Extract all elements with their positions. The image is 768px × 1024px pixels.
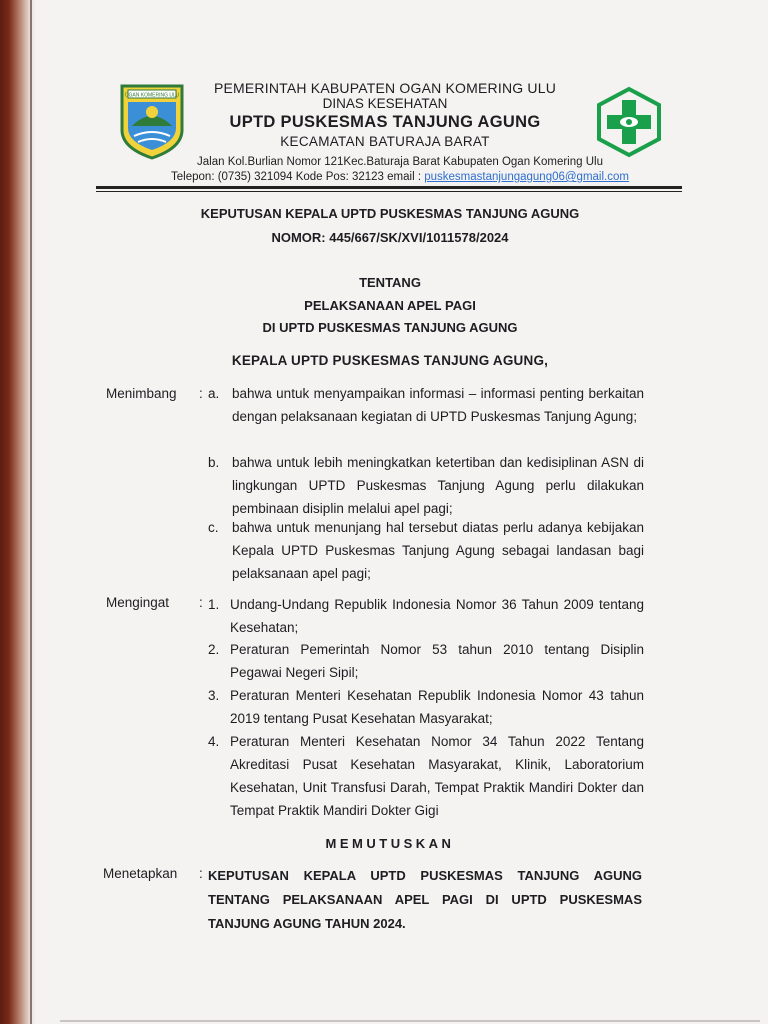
item-text: Peraturan Menteri Kesehatan Republik Indonesia Nomor 43 tahun 2019 tentang Pusat Kesehatan Masyarakat; — [230, 688, 644, 726]
kop-department: DINAS KESEHATAN — [322, 96, 448, 111]
kop-government: PEMERINTAH KABUPATEN OGAN KOMERING ULU — [213, 80, 557, 96]
item-text: Undang-Undang Republik Indonesia Nomor 36 Tahun 2009 tentang Kesehatan; — [230, 597, 644, 635]
mengingat-label: Mengingat — [106, 595, 170, 610]
decree-title: KEPUTUSAN KEPALA UPTD PUSKESMAS TANJUNG AGUNG — [200, 206, 580, 221]
head-title: KEPALA UPTD PUSKESMAS TANJUNG AGUNG, — [231, 353, 549, 368]
about-heading: TENTANG — [359, 275, 421, 290]
header-divider-thick — [96, 186, 682, 189]
page-fold-line — [30, 0, 32, 1024]
menetapkan-label: Menetapkan — [103, 866, 178, 881]
item-text: Peraturan Pemerintah Nomor 53 tahun 2010 tentang Disiplin Pegawai Negeri Sipil; — [230, 642, 644, 680]
memutuskan-heading: MEMUTUSKAN — [325, 836, 455, 851]
kop-address: Jalan Kol.Burlian Nomor 121Kec.Baturaja Barat Kabupaten Ogan Komering Ulu — [197, 156, 603, 168]
item-text: bahwa untuk lebih meningkatkan ketertiban dan kedisiplinan ASN di lingkungan UPTD Puskesmas Tanjung Agung perlu dilakukan pembinaan disiplin melalui apel pagi; — [232, 455, 644, 516]
emblem-text: OGAN KOMERING ULU — [124, 92, 180, 99]
item-text: bahwa untuk menyampaikan informasi – informasi penting berkaitan dengan pelaksanaan kegiatan di UPTD Puskesmas Tanjung Agung; — [232, 386, 644, 424]
item-text: bahwa untuk menunjang hal tersebut diatas perlu adanya kebijakan Kepala UPTD Puskesmas Tanjung Agung sebagai landasan bagi pelaksanaan apel pagi; — [232, 520, 644, 581]
list-item — [208, 593, 644, 639]
kop-institution: UPTD PUSKESMAS TANJUNG AGUNG — [229, 113, 541, 131]
menimbang-colon: : — [199, 386, 203, 401]
item-marker: c. — [208, 520, 219, 535]
item-marker: a. — [208, 386, 220, 401]
list-item — [208, 730, 644, 822]
item-marker: 4. — [208, 734, 220, 749]
list-item — [208, 684, 644, 730]
contact-text: Telepon: (0735) 321094 Kode Pos: 32123 email : — [171, 171, 425, 183]
mengingat-colon: : — [199, 595, 203, 610]
header-divider-thin — [96, 191, 682, 192]
item-text: Peraturan Menteri Kesehatan Nomor 34 Tahun 2022 Tentang Akreditasi Pusat Kesehatan Masyarakat, Klinik, Laboratorium Kesehatan, Unit Transfusi Darah, Tempat Praktik Mandiri Dokter dan Tempat Praktik Mandiri Dokter Gigi — [230, 734, 644, 818]
item-marker: 3. — [208, 688, 220, 703]
decree-number: NOMOR: 445/667/SK/XVI/1011578/2024 — [271, 230, 509, 245]
subject-line-2: DI UPTD PUSKESMAS TANJUNG AGUNG — [262, 320, 518, 335]
list-item — [208, 516, 644, 585]
item-marker: 2. — [208, 642, 220, 657]
subject-line-1: PELAKSANAAN APEL PAGI — [304, 298, 476, 313]
kop-district: KECAMATAN BATURAJA BARAT — [280, 134, 490, 149]
menetapkan-colon: : — [199, 866, 203, 881]
list-item — [208, 451, 644, 520]
email-link[interactable]: puskesmastanjungagung06@gmail.com — [424, 171, 629, 183]
kop-contact — [140, 171, 660, 183]
page-bottom-edge — [60, 1020, 760, 1022]
list-item — [208, 382, 644, 428]
item-marker: 1. — [208, 597, 220, 612]
menimbang-label: Menimbang — [106, 386, 177, 401]
list-item — [208, 638, 644, 684]
decision-text: KEPUTUSAN KEPALA UPTD PUSKESMAS TANJUNG AGUNG TENTANG PELAKSANAAN APEL PAGI DI UPTD PUSKESMAS TANJUNG AGUNG TAHUN 2024. — [208, 868, 642, 931]
item-marker: b. — [208, 455, 220, 470]
